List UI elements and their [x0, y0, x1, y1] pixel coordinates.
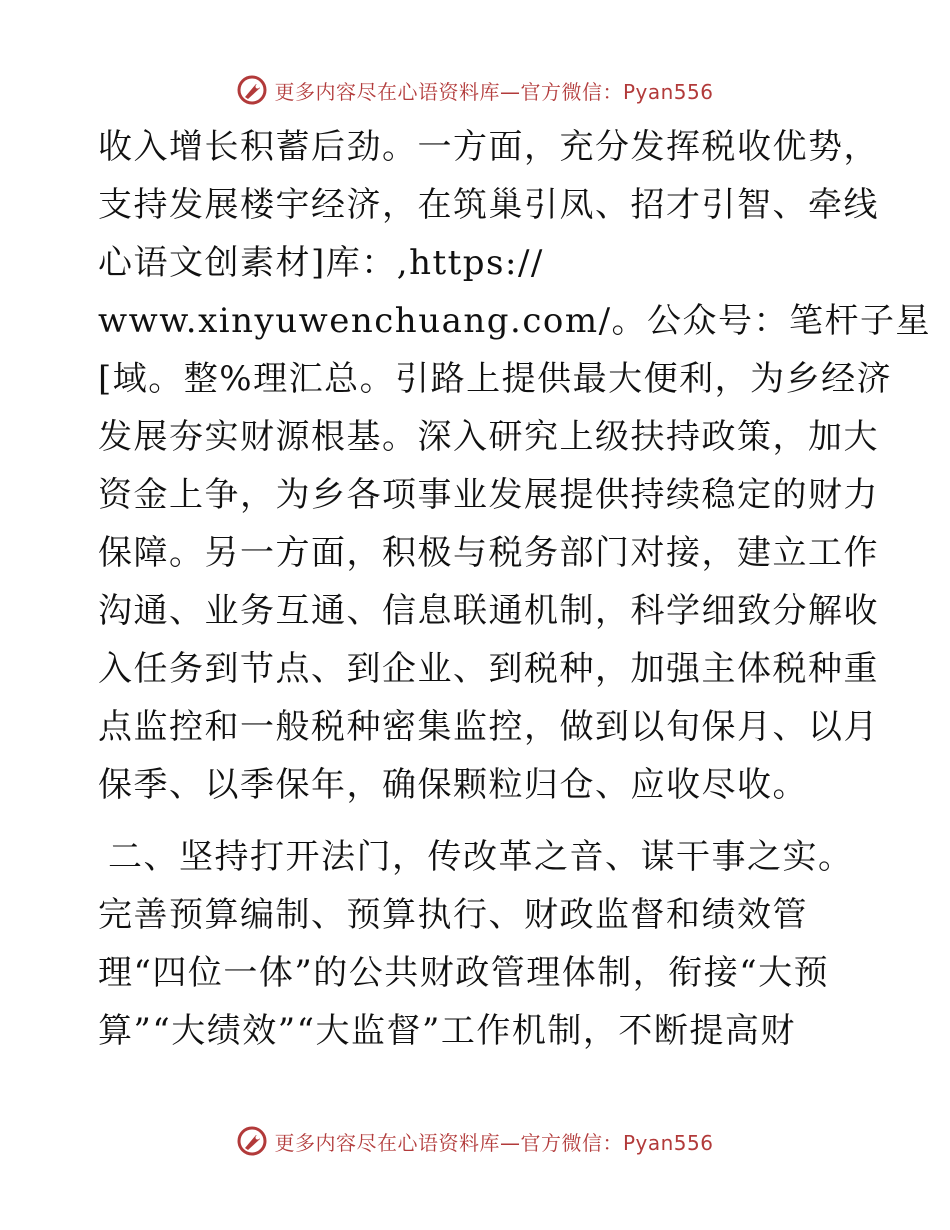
body-line: 沟通、业务互通、信息联通机制，科学细致分解收	[98, 591, 879, 631]
body-line: 发展夯实财源根基。深入研究上级扶持政策，加大	[98, 417, 879, 457]
header-banner	[0, 70, 950, 110]
header-banner-text: 更多内容尽在心语资料库—官方微信：Pyan556	[274, 79, 714, 104]
pen-nib-logo-icon	[236, 1125, 268, 1157]
body-line: 入任务到节点、到企业、到税种，加强主体税种重	[98, 649, 879, 689]
body-line: 支持发展楼宇经济，在筑巢引凤、招才引智、牵线	[98, 185, 879, 225]
footer-banner-text: 更多内容尽在心语资料库—官方微信：Pyan556	[274, 1130, 714, 1155]
body-line: 算”“大绩效”“大监督”工作机制，不断提高财	[98, 1011, 796, 1051]
body-line: www.xinyuwenchuang.com/。公众号：笔杆子星	[98, 301, 932, 341]
document-body	[98, 118, 932, 1060]
footer-banner	[0, 1121, 950, 1161]
body-line: 收入增长积蓄后劲。一方面，充分发挥税收优势，	[98, 127, 879, 167]
section-heading: 二、坚持打开法门，传改革之音、谋干事之实。	[108, 837, 854, 877]
body-line: 资金上争，为乡各项事业发展提供持续稳定的财力	[98, 475, 879, 515]
body-line: 理“四位一体”的公共财政管理体制，衔接“大预	[98, 953, 830, 993]
body-line: 保障。另一方面，积极与税务部门对接，建立工作	[98, 533, 879, 573]
body-line: 点监控和一般税种密集监控，做到以旬保月、以月	[98, 707, 879, 747]
body-line: 心语文创素材]库：,https://	[98, 243, 544, 283]
pen-nib-logo-icon	[236, 74, 268, 106]
body-line: 完善预算编制、预算执行、财政监督和绩效管	[98, 895, 808, 935]
body-line: [域。整%理汇总。引路上提供最大便利，为乡经济	[98, 359, 893, 399]
body-line: 保季、以季保年，确保颗粒归仓、应收尽收。	[98, 765, 808, 805]
